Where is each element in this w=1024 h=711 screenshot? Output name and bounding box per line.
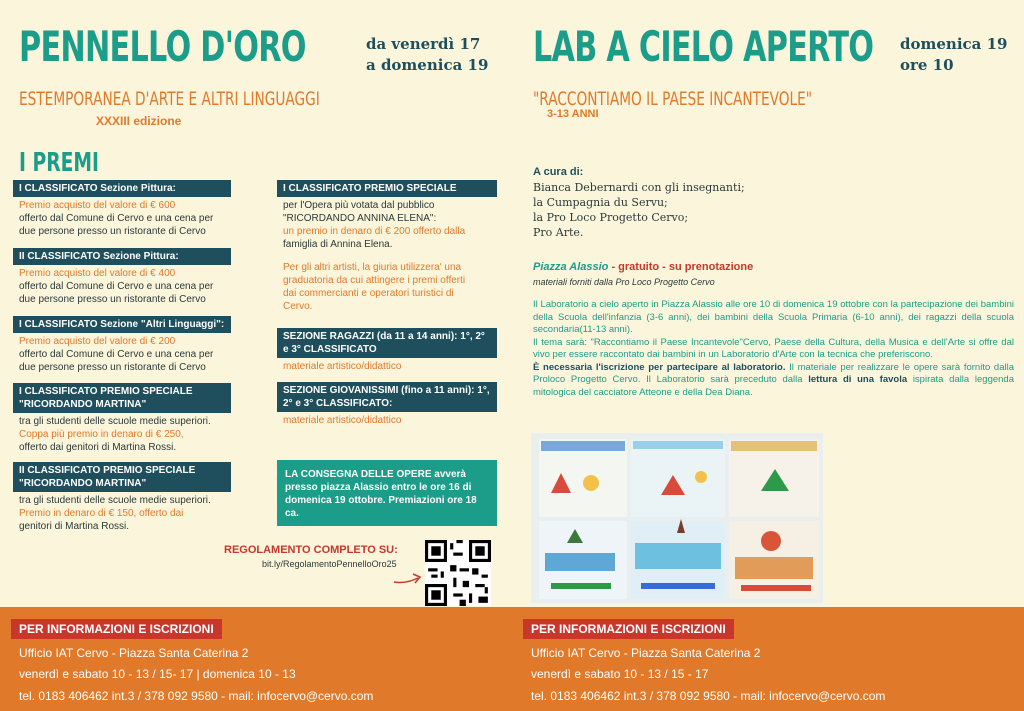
prize-line: "RICORDANDO ANNINA ELENA":	[283, 213, 437, 224]
location-note: - gratuito - su prenotazione	[608, 261, 754, 273]
prize-line: due persone presso un ristorante di Cervo	[19, 226, 206, 237]
footer-hours: venerdì e sabato 10 - 13 / 15- 17 | domenica 10 - 13	[19, 667, 296, 681]
lab-ages: 3-13 ANNI	[547, 108, 599, 120]
footer-hours: venerdì e sabato 10 - 13 / 15 - 17	[531, 667, 709, 681]
lab-title: LAB A CIELO APERTO	[533, 22, 874, 71]
jury-line: graduatoria da cui attingere i premi offerti	[283, 275, 466, 286]
prize-header: II CLASSIFICATO Sezione Pittura:	[13, 248, 231, 265]
lab-description	[533, 299, 1014, 399]
prize-line: Premio acquisto del valore di € 200	[19, 336, 176, 347]
prize-line: offerto dai genitori di Martina Rossi.	[19, 442, 177, 453]
curator-item: Bianca Debernardi con gli insegnanti;	[533, 181, 745, 194]
curator-item: la Cumpagnia du Servu;	[533, 196, 668, 209]
jury-line: dai commercianti e operatori turistici di	[283, 288, 454, 299]
prize-header: I CLASSIFICATO PREMIO SPECIALE "RICORDANDO MARTINA"	[13, 383, 231, 413]
lab-dates	[900, 34, 1007, 76]
left-panel	[0, 0, 512, 607]
prize-block	[277, 180, 497, 251]
curator-item: Pro Arte.	[533, 226, 584, 239]
prize-line: offerto dal Comune di Cervo e una cena per	[19, 349, 214, 360]
desc-paragraph	[533, 362, 1014, 400]
lab-subtitle: "RACCONTIAMO IL PAESE INCANTEVOLE"	[533, 88, 813, 110]
curator-list	[533, 180, 745, 240]
materials-note: materiali forniti dalla Pro Loco Progetto Cervo	[533, 277, 715, 287]
right-panel	[512, 0, 1024, 607]
footer-address: Ufficio IAT Cervo - Piazza Santa Caterina 2	[19, 646, 249, 660]
jury-line: Cervo.	[283, 301, 313, 312]
footer-contact[interactable]: tel. 0183 406462 int.3 / 378 092 9580 - mail: infocervo@cervo.com	[19, 689, 374, 703]
prize-header: SEZIONE RAGAZZI (da 11 a 14 anni): 1°, 2° e 3° CLASSIFICATO	[277, 328, 497, 358]
prize-line: tra gli studenti delle scuole medie superiori.	[19, 416, 211, 427]
prize-header: I CLASSIFICATO PREMIO SPECIALE	[277, 180, 497, 197]
prize-line: Premio in denaro di € 150, offerto dai	[19, 508, 184, 519]
prize-block	[277, 382, 497, 427]
prize-line: materiale artistico/didattico	[283, 361, 402, 372]
prize-block	[277, 328, 497, 373]
footer-contact[interactable]: tel. 0183 406462 int.3 / 378 092 9580 - mail: infocervo@cervo.com	[531, 689, 886, 703]
prize-line: materiale artistico/didattico	[283, 415, 402, 426]
prize-block	[13, 462, 231, 533]
premi-title: I PREMI	[19, 148, 99, 178]
prize-block	[13, 316, 231, 374]
edition: XXXIII edizione	[96, 114, 182, 128]
consegna-box: LA CONSEGNA DELLE OPERE avverà presso piazza Alassio entro le ore 16 di domenica 19 ottobre. Premiazioni ore 18 ca.	[277, 460, 497, 526]
desc-bold: lettura di una favola	[808, 374, 908, 385]
info-tag: PER INFORMAZIONI E ISCRIZIONI	[523, 619, 734, 639]
curator-item: la Pro Loco Progetto Cervo;	[533, 211, 689, 224]
prize-line: tra gli studenti delle scuole medie superiori.	[19, 495, 211, 506]
pennello-dates	[366, 34, 488, 76]
prize-header: I CLASSIFICATO Sezione "Altri Linguaggi":	[13, 316, 231, 333]
regolamento-link[interactable]: bit.ly/RegolamentoPennelloOro25	[262, 559, 397, 569]
prize-line: per l'Opera più votata dal pubblico	[283, 200, 435, 211]
children-drawing-image	[531, 433, 823, 603]
prize-block	[13, 180, 231, 238]
prize-line: offerto dal Comune di Cervo e una cena per	[19, 213, 214, 224]
prize-line: due persone presso un ristorante di Cervo	[19, 294, 206, 305]
prize-header: I CLASSIFICATO Sezione Pittura:	[13, 180, 231, 197]
location	[533, 261, 753, 273]
pennello-subtitle: ESTEMPORANEA D'ARTE E ALTRI LINGUAGGI	[19, 88, 320, 110]
location-name: Piazza Alassio	[533, 261, 609, 273]
prize-line: due persone presso un ristorante di Cervo	[19, 362, 206, 373]
jury-note	[283, 261, 497, 313]
jury-line: Per gli altri artisti, la giuria utilizzera' una	[283, 262, 462, 273]
prize-header: SEZIONE GIOVANISSIMI (fino a 11 anni): 1°, 2° e 3° CLASSIFICATO:	[277, 382, 497, 412]
date-line: a domenica 19	[366, 56, 489, 74]
prize-line: un premio in denaro di € 200 offerto dalla	[283, 226, 466, 237]
desc-paragraph: Il tema sarà: "Raccontiamo il Paese Incantevole"Cervo, Paese della Cultura, della Musica e dell'Arte si offre dal vivo per essere raccontato dai bambini in un Laboratorio d'Arte con la tecnica che preferiscono.	[533, 336, 1014, 360]
footer-right	[512, 607, 1024, 711]
prize-line: Coppa più premio in denaro di € 250,	[19, 429, 184, 440]
prize-block	[13, 383, 231, 454]
arrow-icon	[392, 570, 424, 586]
prize-line: Premio acquisto del valore di € 400	[19, 268, 176, 279]
info-tag: PER INFORMAZIONI E ISCRIZIONI	[11, 619, 222, 639]
prize-block	[13, 248, 231, 306]
regolamento-title: REGOLAMENTO COMPLETO SU:	[224, 544, 398, 556]
prize-line: famiglia di Annina Elena.	[283, 239, 393, 250]
prize-line: offerto dal Comune di Cervo e una cena per	[19, 281, 214, 292]
desc-paragraph: Il Laboratorio a cielo aperto in Piazza Alassio alle ore 10 di domenica 19 ottobre con la partecipazione dei bambini della Scuola dell'infanzia (3-6 anni), dei bambini della Scuola Primaria (6-10 anni), dei ragazzi della scuola secondaria(11-13 anni).	[533, 299, 1014, 335]
pennello-title: PENNELLO D'ORO	[19, 22, 306, 71]
qr-code-icon[interactable]	[425, 540, 491, 606]
desc-text: Il materiale per realizzare le opere sarà fornito dalla Proloco Progetto Cervo. Il Laboratorio sarà preceduto dalla	[533, 361, 1014, 385]
curator-title: A cura di:	[533, 166, 584, 178]
prize-header: II CLASSIFICATO PREMIO SPECIALE "RICORDANDO MARTINA"	[13, 462, 231, 492]
date-line: ore 10	[900, 56, 954, 74]
footer-left	[0, 607, 512, 711]
prize-line: genitori di Martina Rossi.	[19, 521, 130, 532]
desc-text: ispirata dalla leggenda mitologica del cacciatore Atteone e della Dea Diana.	[533, 374, 1014, 398]
footer-address: Ufficio IAT Cervo - Piazza Santa Caterina 2	[531, 646, 761, 660]
prize-line: Premio acquisto del valore di € 600	[19, 200, 176, 211]
date-line: domenica 19	[900, 35, 1008, 53]
date-line: da venerdì 17	[366, 35, 481, 53]
desc-bold: È necessaria l'iscrizione per partecipare al laboratorio.	[533, 361, 786, 373]
